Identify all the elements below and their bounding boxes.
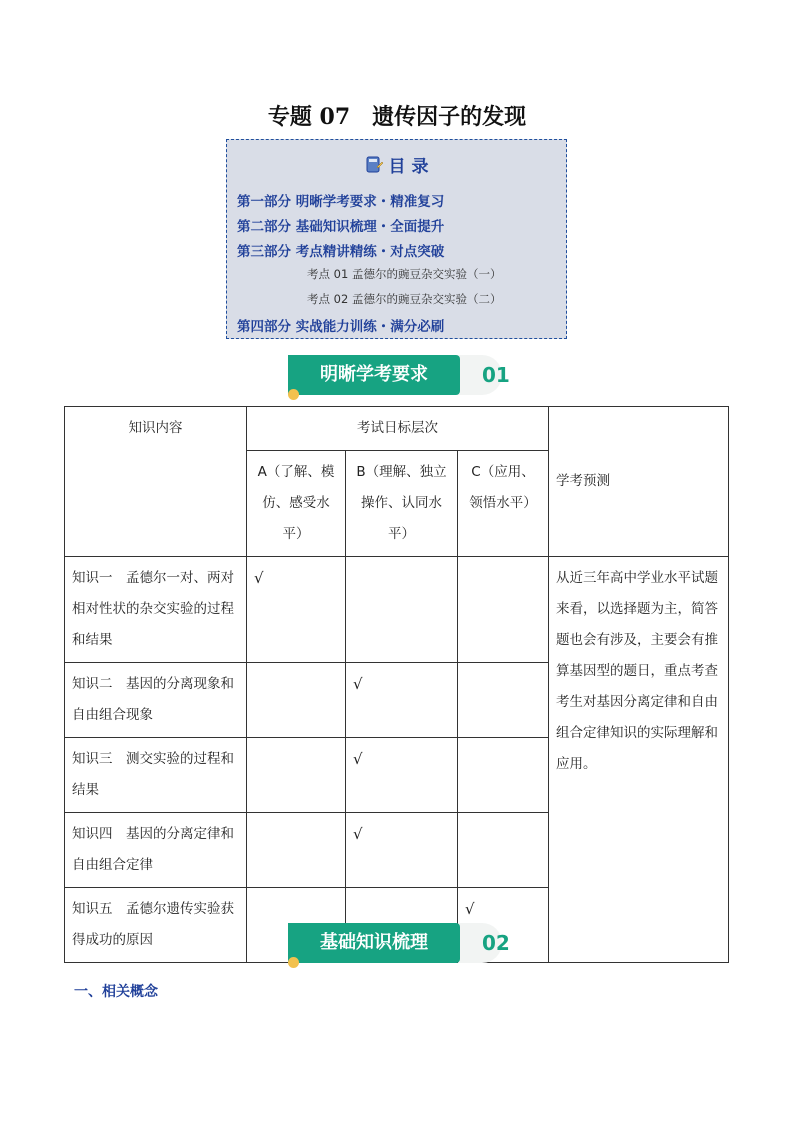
knowledge-cell: 知识三 测交实验的过程和结果 (65, 738, 247, 813)
prediction-cell: 从近三年高中学业水平试题来看，以选择题为主，简答题也会有涉及，主要会有推算基因型的题日，重点考查考生对基因分离定律和自由组合定律知识的实际理解和应用。 (549, 557, 729, 963)
requirements-table (64, 406, 729, 963)
banner-dot (288, 389, 299, 400)
check-mark: √ (247, 557, 346, 663)
table-row (65, 557, 729, 663)
toc-item-kaodian2[interactable]: 考点 02 孟德尔的豌豆杂交实验（二） (307, 292, 502, 306)
toc-heading: 目 录 (388, 157, 429, 177)
header-level: 考试日标层次 (247, 407, 549, 451)
toc-item-part1[interactable]: 第一部分 明晰学考要求・精准复习 (237, 194, 445, 210)
knowledge-cell: 知识二 基因的分离现象和自由组合现象 (65, 663, 247, 738)
section-banner-2 (288, 923, 528, 963)
header-predict: 学考预测 (549, 407, 729, 557)
header-knowledge: 知识内容 (65, 407, 247, 557)
knowledge-cell: 知识五 孟德尔遗传实验获得成功的原因 (65, 888, 247, 963)
toc-item-part3[interactable]: 第三部分 考点精讲精练・对点突破 (237, 244, 445, 260)
banner-label: 明晰学考要求 (288, 355, 460, 395)
header-level-c: C（应用、领悟水平） (458, 451, 549, 557)
check-mark: √ (346, 738, 458, 813)
banner-label: 基础知识梳理 (288, 923, 460, 963)
section-banner-1 (288, 355, 528, 395)
banner-dot (288, 957, 299, 968)
table-of-contents (226, 139, 567, 339)
section-heading: 一、相关概念 (74, 984, 158, 1000)
check-mark: √ (458, 888, 549, 963)
knowledge-cell: 知识一 孟德尔一对、两对相对性状的杂交实验的过程和结果 (65, 557, 247, 663)
banner-number: 02 (482, 931, 510, 955)
check-mark: √ (346, 663, 458, 738)
toc-item-kaodian1[interactable]: 考点 01 孟德尔的豌豆杂交实验（一） (307, 267, 502, 281)
toc-item-part2[interactable]: 第二部分 基础知识梳理・全面提升 (237, 219, 445, 235)
header-level-a: A（了解、模仿、感受水平） (247, 451, 346, 557)
check-mark: √ (346, 813, 458, 888)
pencil-icon (365, 155, 383, 180)
toc-item-part4[interactable]: 第四部分 实战能力训练・满分必刷 (237, 319, 445, 335)
knowledge-cell: 知识四 基因的分离定律和自由组合定律 (65, 813, 247, 888)
header-level-b: B（理解、独立操作、认同水平） (346, 451, 458, 557)
page-title: 专题 07 遗传因子的发现 (267, 104, 527, 130)
banner-number: 01 (482, 363, 510, 387)
